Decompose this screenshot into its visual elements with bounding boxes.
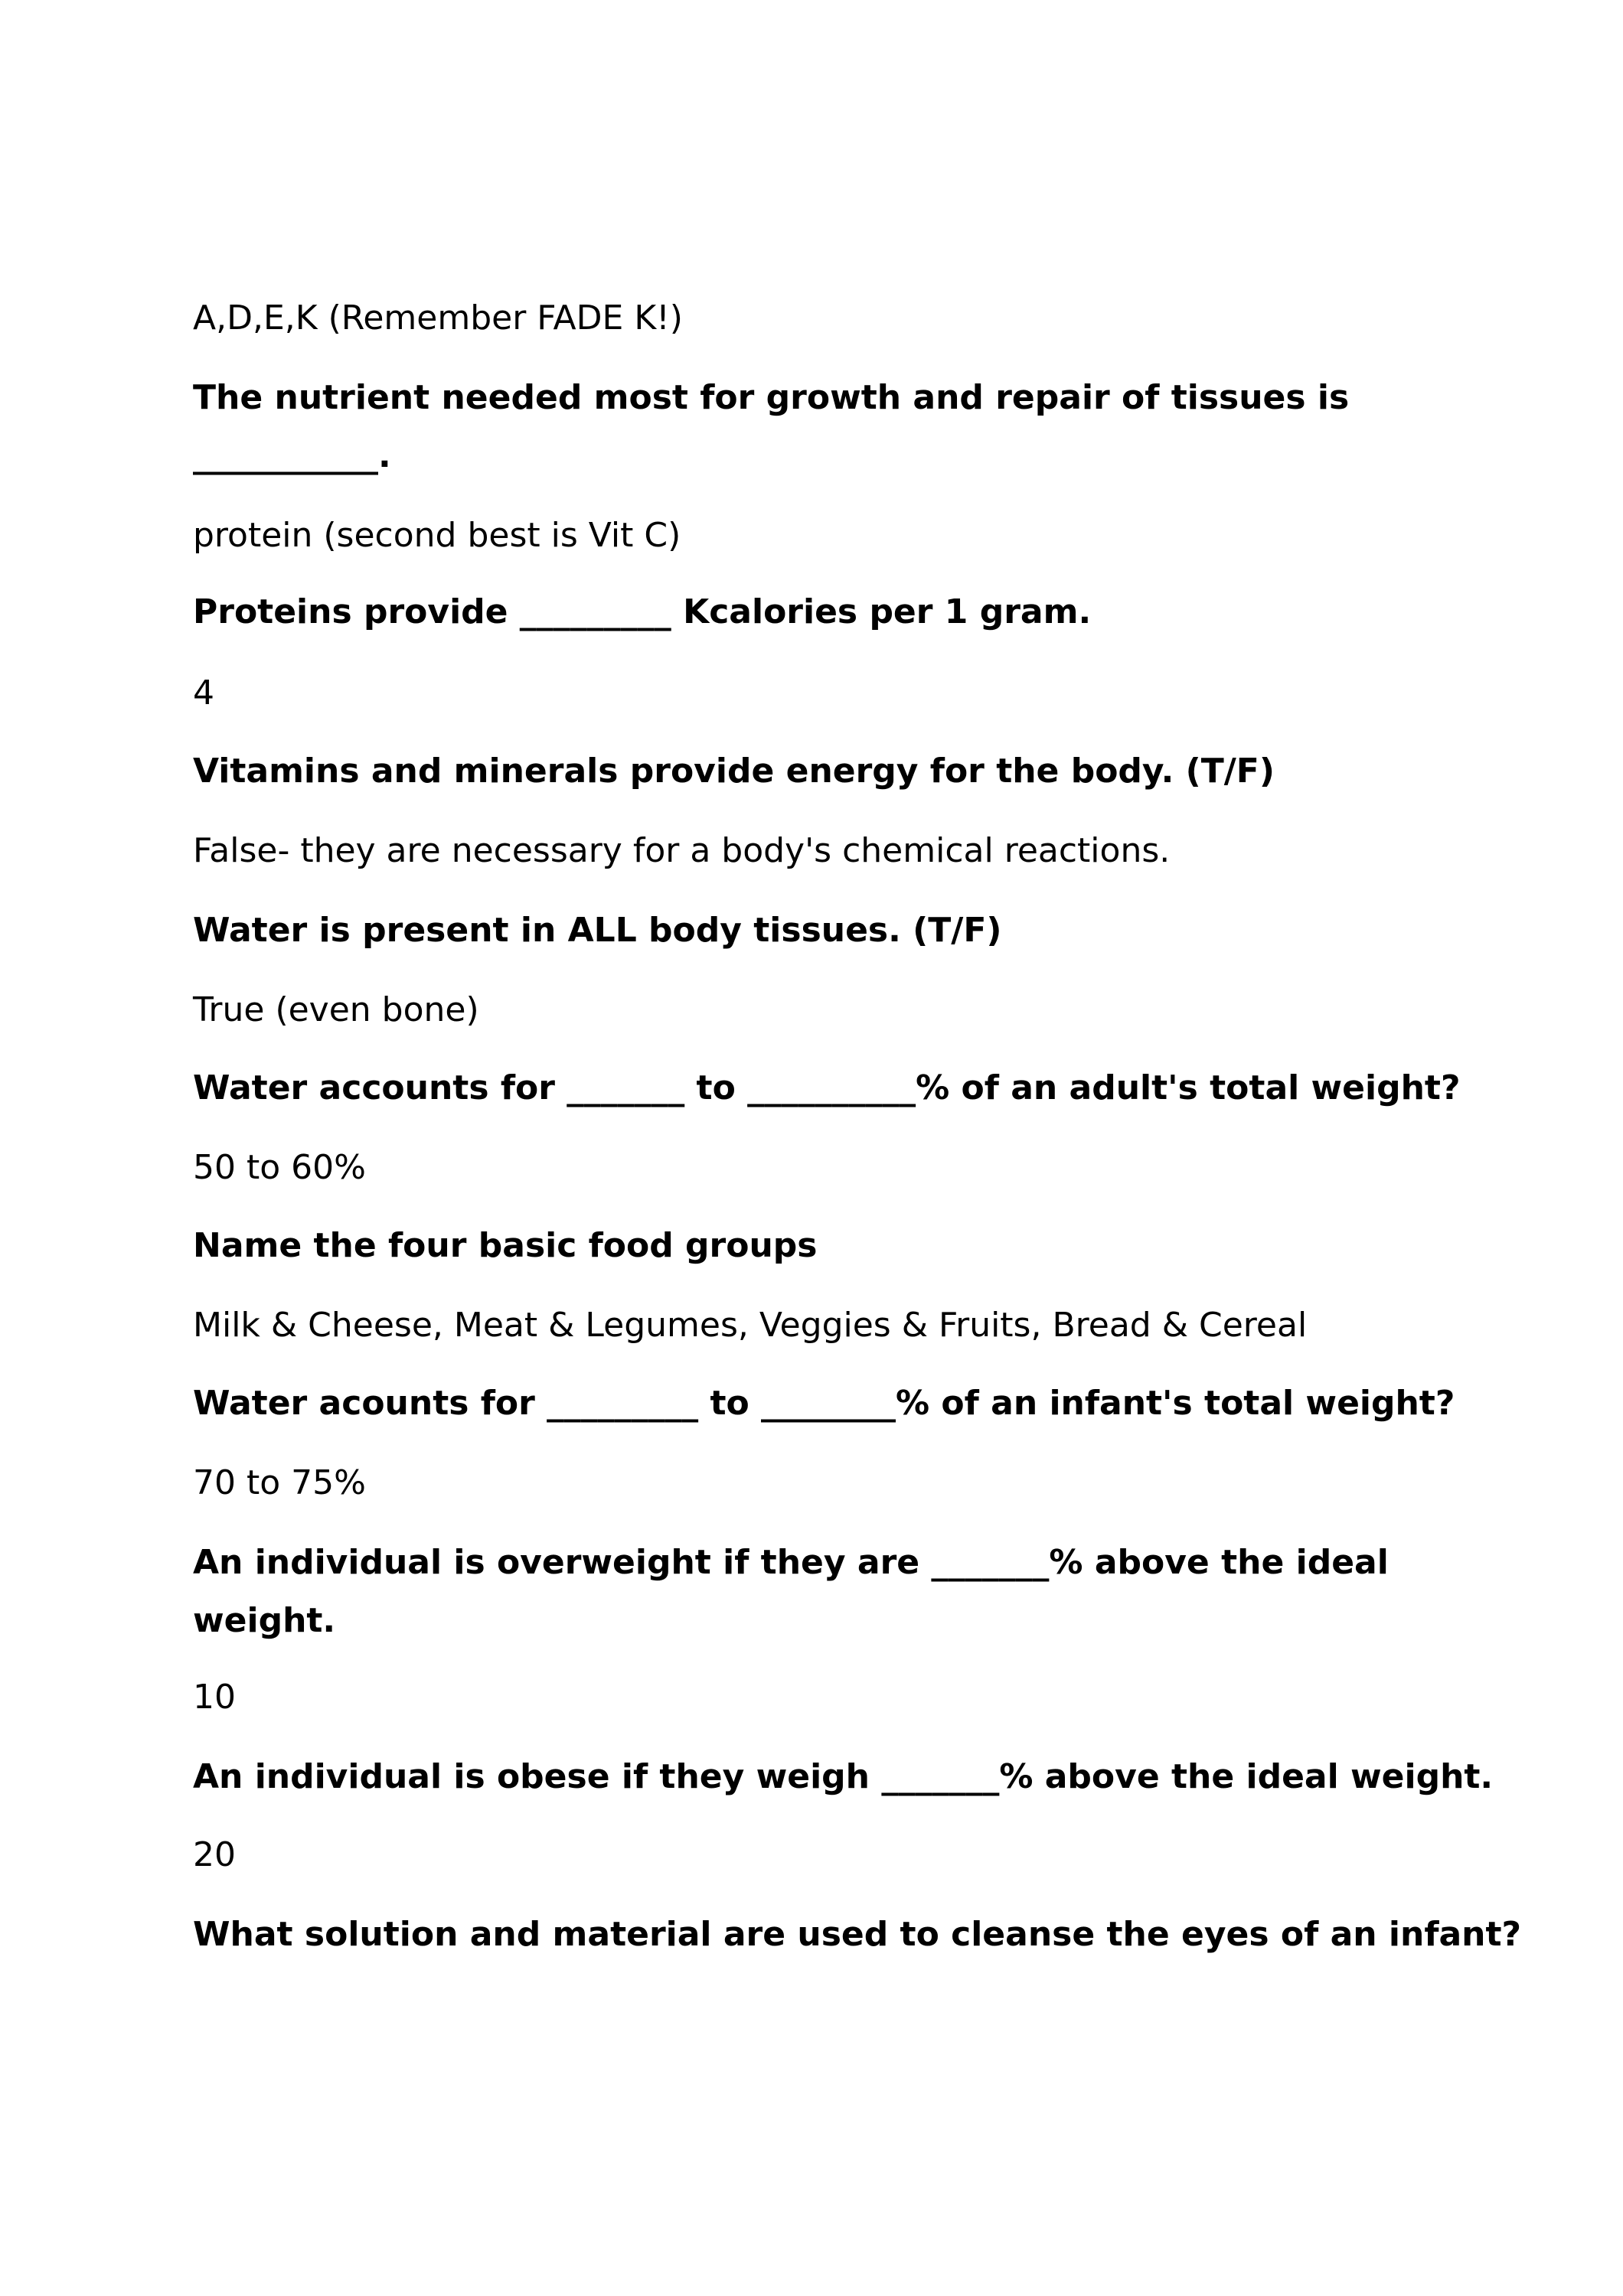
answer-fat-soluble-vitamins: A,D,E,K (Remember FADE K!) xyxy=(193,298,683,338)
question-water-all-tissues: Water is present in ALL body tissues. (T/F) xyxy=(193,911,1002,950)
question-infant-eye-cleanse: What solution and material are used to cleanse the eyes of an infant? xyxy=(193,1915,1522,1954)
answer-true-even-bone: True (even bone) xyxy=(193,990,479,1029)
question-growth-repair-nutrient: The nutrient needed most for growth and repair of tissues is ___________. xyxy=(193,378,1350,475)
question-overweight-percent: An individual is overweight if they are _______% above the ideal weight. xyxy=(193,1543,1389,1640)
question-water-infant-weight: Water acounts for _________ to ________% of an infant's total weight? xyxy=(193,1384,1455,1423)
answer-ten: 10 xyxy=(193,1678,236,1717)
answer-50-to-60: 50 to 60% xyxy=(193,1148,366,1187)
question-protein-kcalories: Proteins provide _________ Kcalories per 1 gram. xyxy=(193,592,1092,631)
answer-four: 4 xyxy=(193,673,214,713)
answer-twenty: 20 xyxy=(193,1835,236,1874)
question-water-adult-weight: Water accounts for _______ to __________% of an adult's total weight? xyxy=(193,1068,1461,1107)
question-four-food-groups: Name the four basic food groups xyxy=(193,1226,818,1265)
answer-protein: protein (second best is Vit C) xyxy=(193,516,681,555)
answer-false-chemical-reactions: False- they are necessary for a body's chemical reactions. xyxy=(193,831,1171,870)
answer-food-groups: Milk & Cheese, Meat & Legumes, Veggies & Fruits, Bread & Cereal xyxy=(193,1306,1308,1345)
question-vitamins-minerals-energy: Vitamins and minerals provide energy for the body. (T/F) xyxy=(193,752,1275,791)
answer-70-to-75: 70 to 75% xyxy=(193,1463,366,1502)
question-obese-percent: An individual is obese if they weigh _______% above the ideal weight. xyxy=(193,1757,1494,1796)
